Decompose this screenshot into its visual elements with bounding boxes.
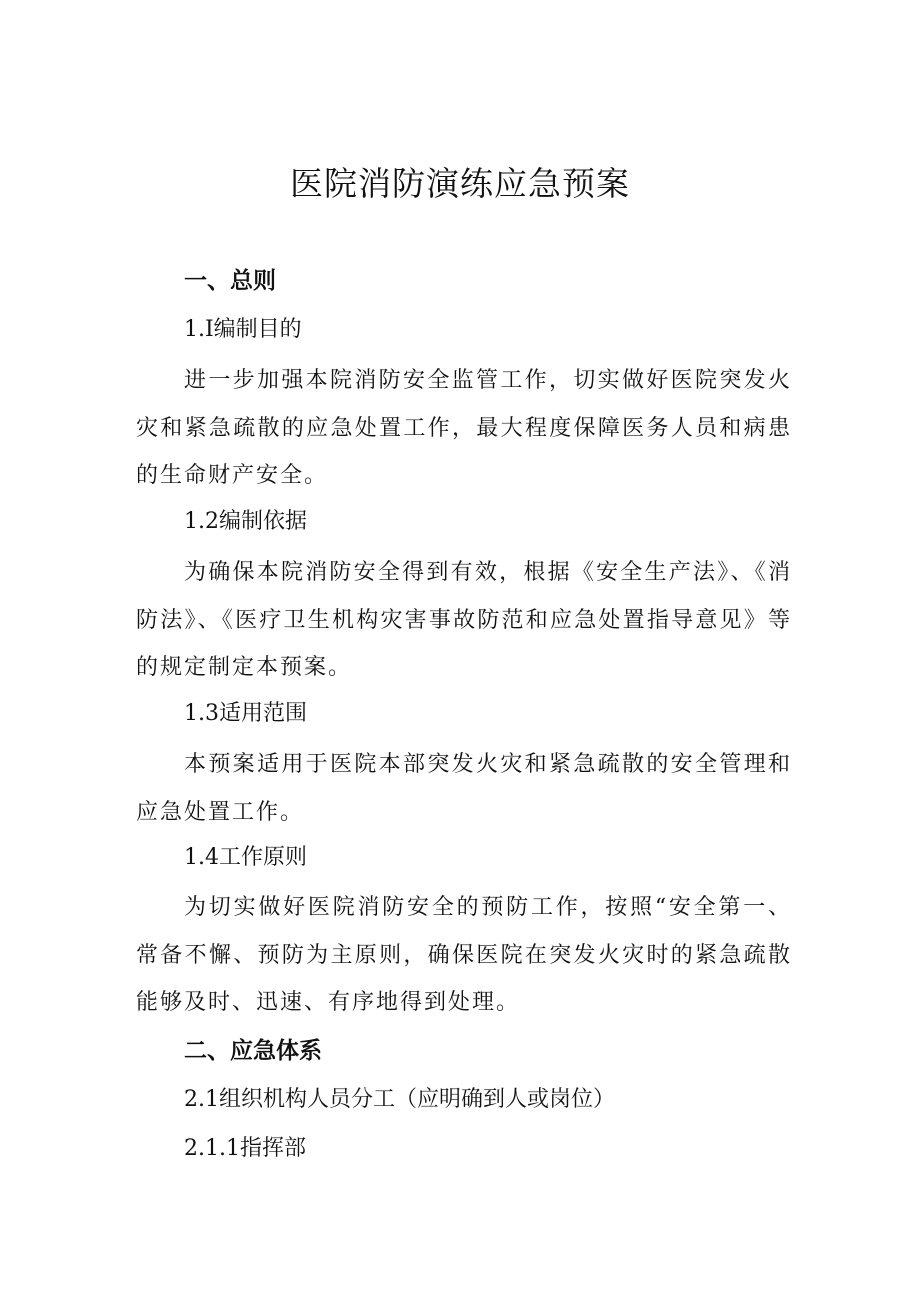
section-heading-general: 一、总则 <box>184 268 276 294</box>
subsection-heading-scope: 1.3适用范围 <box>184 701 307 726</box>
paragraph-principles: 为切实做好医院消防安全的预防工作，按照“安全第一、常备不懈、预防为主原则，确保医院在突发火灾时的紧急疏散能够及时、迅速、有序地得到处理。 <box>136 895 792 1015</box>
subsection-heading-command: 2.1.1指挥部 <box>184 1136 306 1161</box>
subsection-heading-purpose: 1.Ⅰ编制目的 <box>184 317 302 342</box>
paragraph-basis: 为确保本院消防安全得到有效，根据《安全生产法》、《消防法》、《医疗卫生机构灾害事故防范和应急处置指导意见》等的规定制定本预案。 <box>136 560 792 680</box>
section-heading-emergency-system: 二、应急体系 <box>184 1038 322 1064</box>
subsection-heading-basis: 1.2编制依据 <box>184 509 307 534</box>
subsection-heading-principles: 1.4工作原则 <box>184 845 307 870</box>
subsection-heading-organization: 2.1组织机构人员分工（应明确到人或岗位） <box>184 1087 615 1112</box>
document-title: 医院消防演练应急预案 <box>290 164 630 203</box>
paragraph-purpose: 进一步加强本院消防安全监管工作，切实做好医院突发火灾和紧急疏散的应急处置工作，最大程度保障医务人员和病患的生命财产安全。 <box>136 368 792 488</box>
paragraph-scope: 本预案适用于医院本部突发火灾和紧急疏散的安全管理和应急处置工作。 <box>136 752 792 825</box>
